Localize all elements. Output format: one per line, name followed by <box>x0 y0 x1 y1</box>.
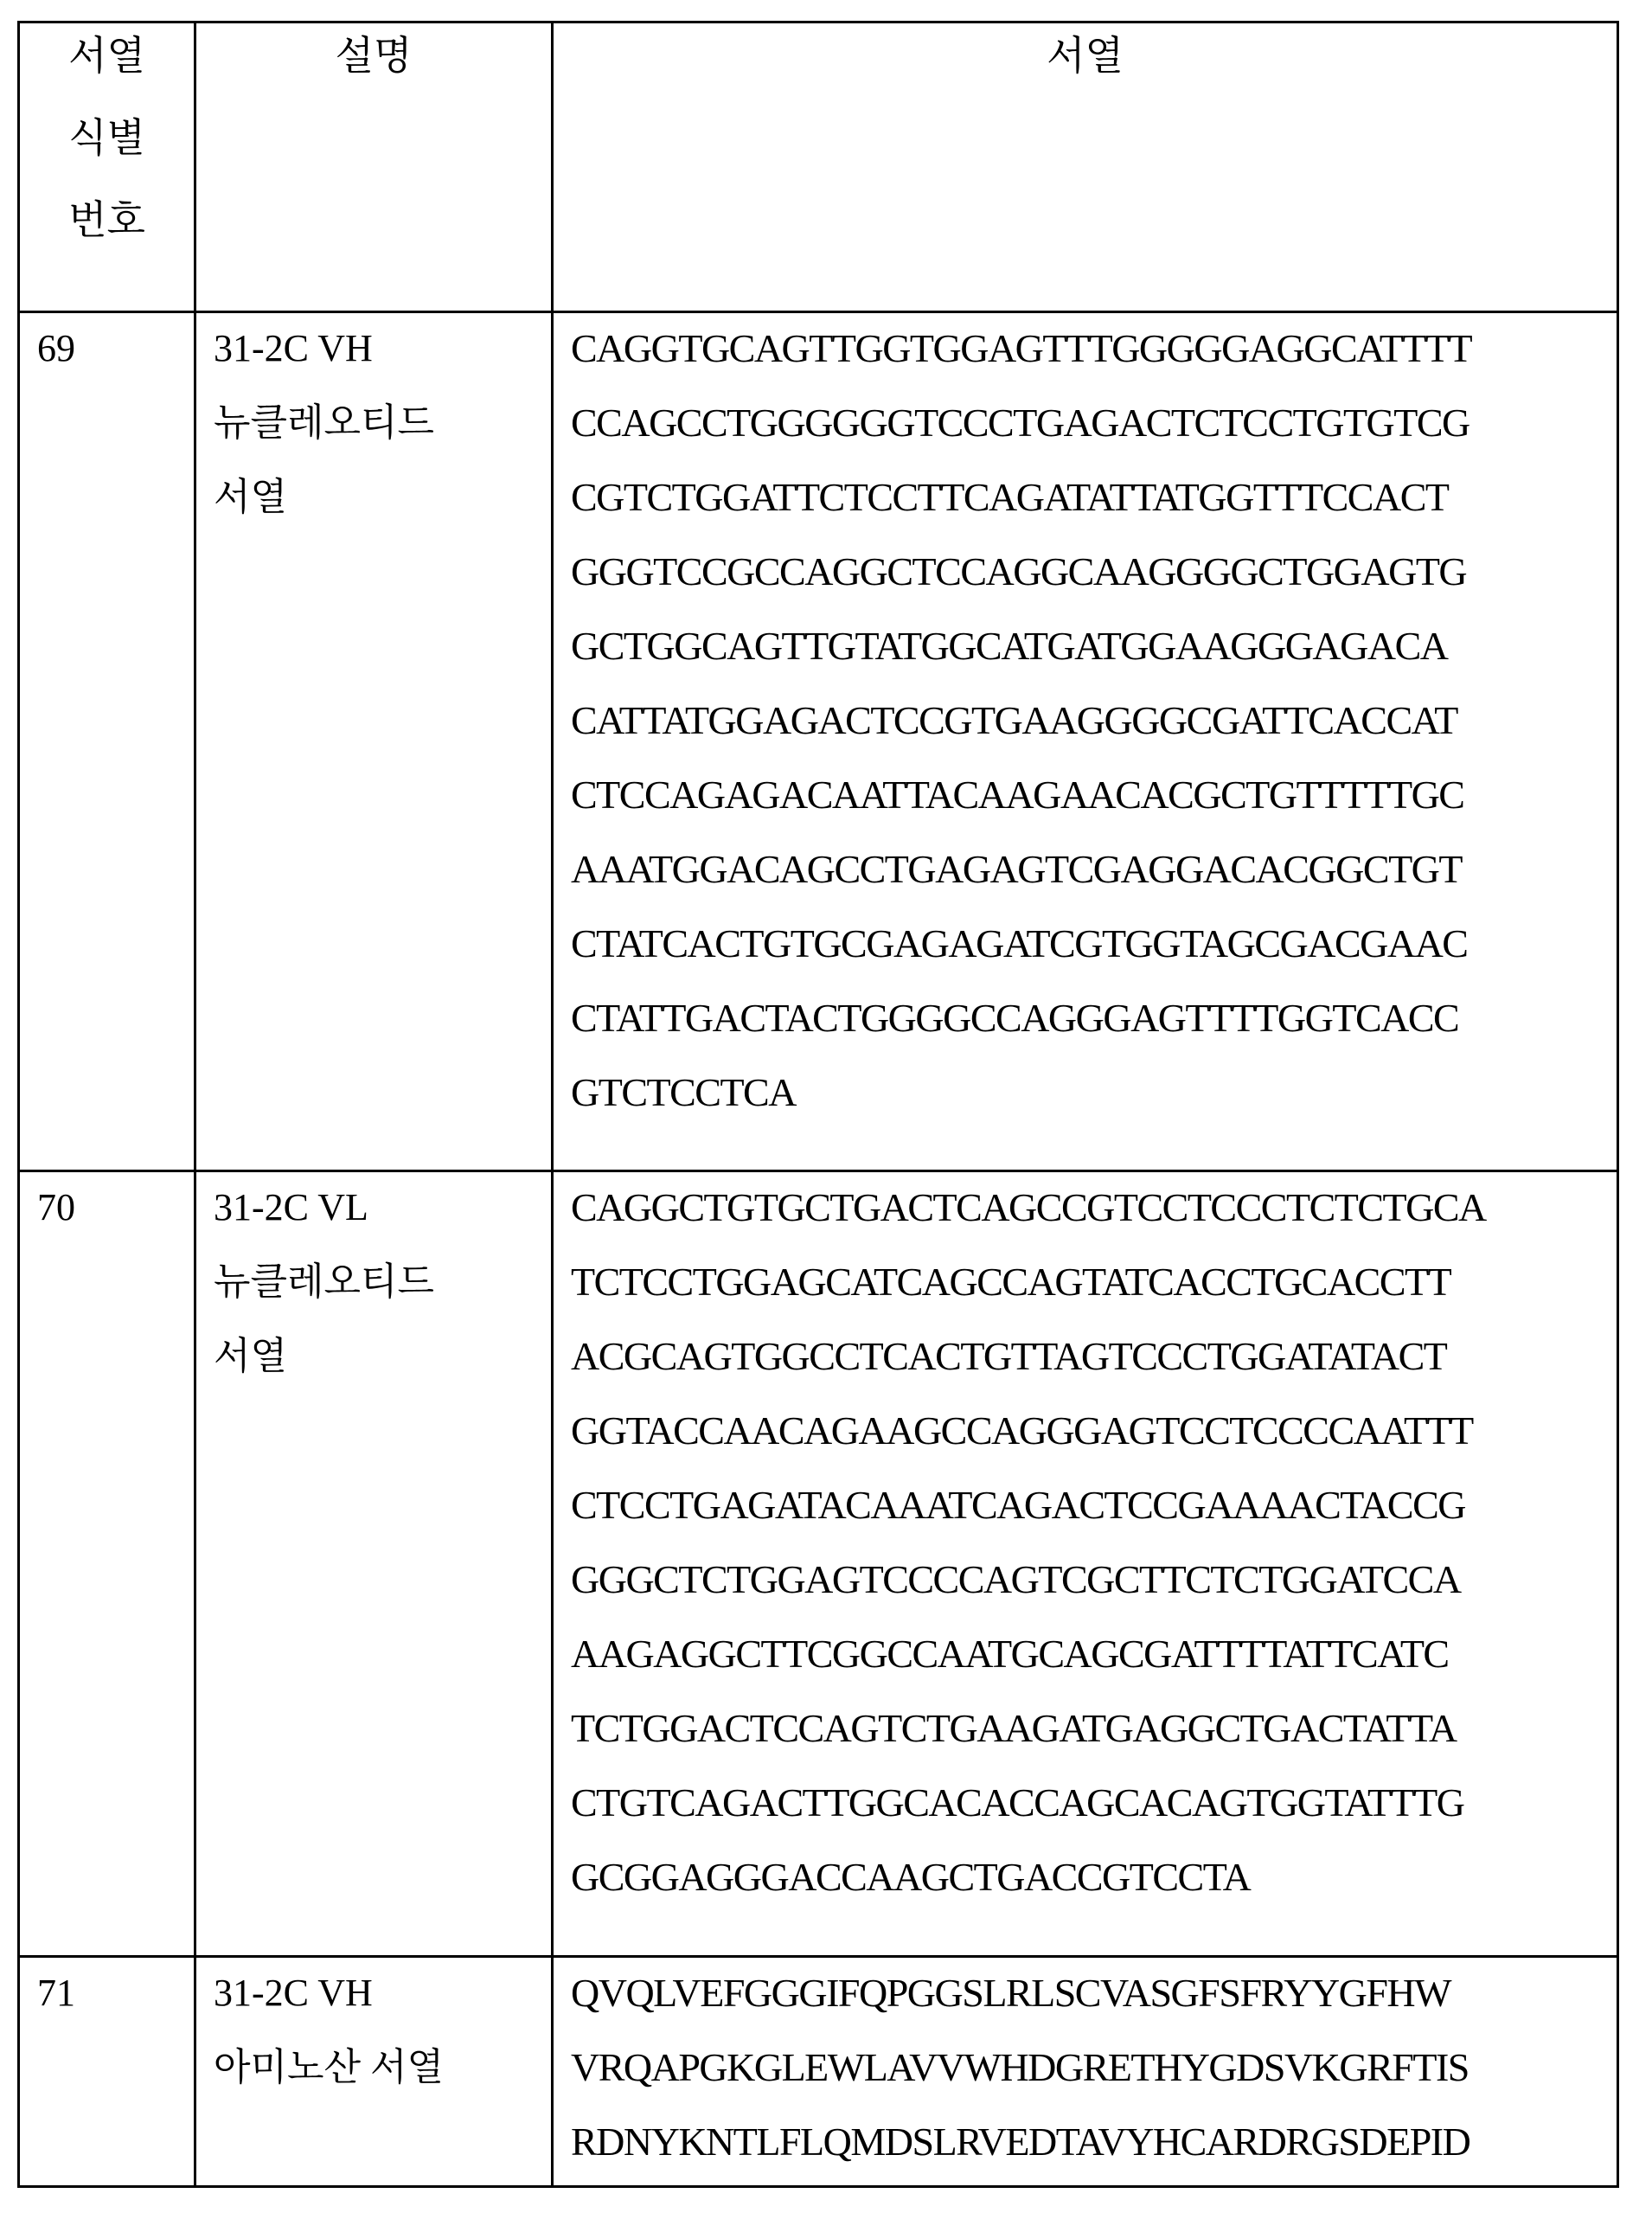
table-row <box>19 312 1618 1171</box>
sequence-line: GGTACCAACAGAAGCCAGGGAGTCCTCCCCAATTT <box>571 1394 1617 1468</box>
sequence-line: TCTGGACTCCAGTCTGAAGATGAGGCTGACTATTA <box>571 1691 1617 1766</box>
sequence-text <box>554 311 1617 1130</box>
sequence-line: GTCTCCTCA <box>571 1055 1617 1130</box>
sequence-line: CAGGCTGTGCTGACTCAGCCGTCCTCCCTCTCTGCA <box>571 1170 1617 1245</box>
sequence-line: GCTGGCAGTTGTATGGCATGATGGAAGGGAGACA <box>571 609 1617 683</box>
description-line: 뉴클레오티드 <box>196 1245 551 1319</box>
header-seq-id <box>19 22 195 312</box>
description-line: 뉴클레오티드 <box>196 386 551 460</box>
table-row <box>19 1171 1618 1957</box>
seq-id: 71 <box>20 1956 194 2030</box>
sequence-line: RDNYKNTLFLQMDSLRVEDTAVYHCARDRGSDEPID <box>571 2105 1617 2179</box>
sequence-line: CATTATGGAGACTCCGTGAAGGGGCGATTCACCAT <box>571 683 1617 758</box>
seq-id-cell <box>19 1171 195 1957</box>
sequence-text <box>554 1170 1617 1914</box>
sequence-line: CTATCACTGTGCGAGAGATCGTGGTAGCGACGAAC <box>571 907 1617 981</box>
description-line: 서열 <box>196 460 551 535</box>
sequence-line: GGGTCCGCCAGGCTCCAGGCAAGGGGCTGGAGTG <box>571 535 1617 609</box>
sequence-line: CGTCTGGATTCTCCTTCAGATATTATGGTTTCCACT <box>571 460 1617 535</box>
seq-id-cell <box>19 312 195 1171</box>
seq-id-cell <box>19 1957 195 2187</box>
description-cell <box>195 1171 553 1957</box>
description-cell <box>195 1957 553 2187</box>
sequence-text <box>554 1956 1617 2179</box>
table-row <box>19 1957 1618 2187</box>
header-seq-id-line: 서열 <box>20 15 194 97</box>
sequence-table <box>17 21 1619 2188</box>
header-sequence-label: 서열 <box>554 15 1617 97</box>
sequence-cell <box>553 312 1618 1171</box>
header-description-label: 설명 <box>196 15 551 97</box>
sequence-line: TCTCCTGGAGCATCAGCCAGTATCACCTGCACCTT <box>571 1245 1617 1319</box>
sequence-line: CTATTGACTACTGGGGCCAGGGAGTTTTGGTCACC <box>571 981 1617 1055</box>
sequence-line: CCAGCCTGGGGGGTCCCTGAGACTCTCCTGTGTCG <box>571 386 1617 460</box>
sequence-line: GGGCTCTGGAGTCCCCAGTCGCTTCTCTGGATCCA <box>571 1542 1617 1617</box>
sequence-line: AAGAGGCTTCGGCCAATGCAGCGATTTTATTCATC <box>571 1617 1617 1691</box>
sequence-line: AAATGGACAGCCTGAGAGTCGAGGACACGGCTGT <box>571 832 1617 907</box>
sequence-line: CAGGTGCAGTTGGTGGAGTTTGGGGGAGGCATTTT <box>571 311 1617 386</box>
seq-id: 70 <box>20 1170 194 1245</box>
header-description <box>195 22 553 312</box>
sequence-line: CTCCAGAGACAATTACAAGAACACGCTGTTTTTGC <box>571 758 1617 832</box>
description-line: 31-2C VH <box>196 1956 551 2030</box>
sequence-line: QVQLVEFGGGIFQPGGSLRLSCVASGFSFRYYGFHW <box>571 1956 1617 2030</box>
table-header-row <box>19 22 1618 312</box>
sequence-line: VRQAPGKGLEWLAVVWHDGRETHYGDSVKGRFTIS <box>571 2030 1617 2105</box>
description-line: 서열 <box>196 1319 551 1394</box>
sequence-line: CTCCTGAGATACAAATCAGACTCCGAAAACTACCG <box>571 1468 1617 1542</box>
seq-id: 69 <box>20 311 194 386</box>
description-line: 31-2C VL <box>196 1170 551 1245</box>
description-line: 31-2C VH <box>196 311 551 386</box>
description-line: 아미노산 서열 <box>196 2030 551 2105</box>
header-seq-id-line: 번호 <box>20 179 194 261</box>
sequence-cell <box>553 1171 1618 1957</box>
sequence-cell <box>553 1957 1618 2187</box>
header-sequence <box>553 22 1618 312</box>
sequence-line: CTGTCAGACTTGGCACACCAGCACAGTGGTATTTG <box>571 1766 1617 1840</box>
sequence-line: GCGGAGGGACCAAGCTGACCGTCCTA <box>571 1840 1617 1914</box>
sequence-line: ACGCAGTGGCCTCACTGTTAGTCCCTGGATATACT <box>571 1319 1617 1394</box>
description-cell <box>195 312 553 1171</box>
header-seq-id-line: 식별 <box>20 97 194 179</box>
